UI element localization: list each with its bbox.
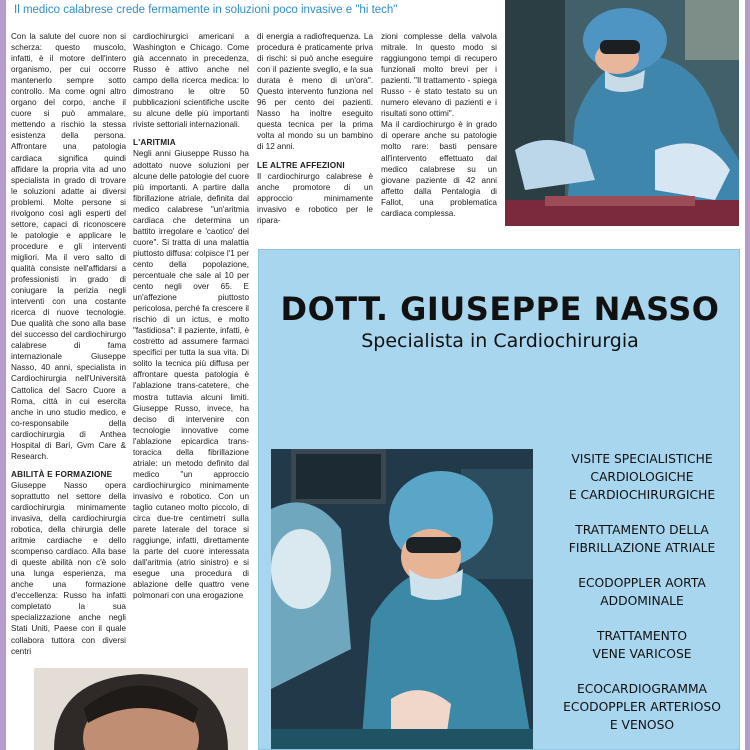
services-list [549, 450, 735, 750]
article-column-3 [257, 31, 373, 236]
advertisement-box [258, 249, 740, 750]
article-column-1 [11, 31, 126, 671]
surgeon-photo [271, 449, 533, 750]
paragraph: di energia a radiofrequenza. La procedura è praticamente priva di rischi: si può anche eseguire con il paziente sveglio, e la sua durata è meno di un'ora". Questo intervento funziona nel 96 per cento dei pazienti. Nasso ha inoltre eseguito questa tecnica per la prima volta al mondo su un bambino di 12 anni. [257, 32, 373, 152]
surgeon-photo-illustration [271, 449, 533, 750]
service-item: TRATTAMENTO VENE VARICOSE [592, 629, 692, 661]
paragraph: Il cardiochirurgo calabrese è anche promotore di un approccio minimamente invasivo e robotico per le ripara- [257, 171, 373, 225]
section-heading: LE ALTRE AFFEZIONI [257, 160, 345, 170]
article-subtitle: Il medico calabrese crede fermamente in soluzioni poco invasive e "hi tech" [14, 4, 398, 16]
paragraph: Ma il cardiochirurgo è in grado di operare anche su patologie molto rare: basti pensare all'intervento effettuato dal medico calabrese su un giovane paziente di 42 anni affetto dalla Pentalogia di Fallot, una problematica cardiaca complessa. [381, 120, 497, 218]
page-edge-right [745, 0, 750, 750]
page-edge-left [0, 0, 6, 750]
paragraph: Giuseppe Nasso opera soprattutto nel settore della cardiochirurgia minimamente invasiva, della cardiochirurgia robotica, della chirurgia delle aritmie cardiache e dello scompenso cardiaco. Alla base di queste abilità non c'è solo una lunga esperienza, ma anche una formazione d'eccellenza: Russo ha infatti completato la sua specializzazione anche negli Stati Uniti, Paese con il quale collabora tuttora con diversi centri [11, 480, 126, 656]
surgery-photo [505, 0, 739, 226]
doctor-specialty: Specialista in Cardiochirurgia [361, 330, 639, 352]
section-heading: L'ARITMIA [133, 138, 176, 148]
service-item: ECOCARDIOGRAMMA ECODOPPLER ARTERIOSO E VENOSO [563, 682, 721, 732]
doctor-name: DOTT. GIUSEPPE NASSO [280, 290, 720, 328]
paragraph: Con la salute del cuore non si scherza: questo muscolo, infatti, è il motore dell'intero organismo, per cui occorre mantenerlo sempre sotto controllo. Ma come ogni altro organo del corpo, anche il cuore si può ammalare, mettendo a rischio la stessa esistenza della persona. Affrontare una patologia cardiaca significa quindi affidare la propria vita ad uno specialista in grado di trovare le soluzioni adatte ai diversi problemi. Molte persone si rivolgono così agli esperti del settore, capaci di riconoscere le patologie e applicare le procedure e gli interventi migliori. Ma il vero salto di qualità consiste nell'affidarsi a professionisti in grado di coniugare la perizia negli interventi con una costante ricerca di nuove tecnologie. Due qualità che sono alla base del successo del cardiochirurgo calabrese di fama internazionale Giuseppe Nasso, 40 anni, specialista in Cardiochirurgia nell'Università Cattolica del Sacro Cuore a Roma, città in cui esercita anche in uno studio medico, e co-responsabile della cardiochirurgia di Anthea Hospital di Bari, Gvm Care & Research. [11, 32, 126, 461]
paragraph: zioni complesse della valvola mitrale. In questo modo si raggiungono tempi di recupero funzionali molto brevi per i pazienti. "Il trattamento - spiega Russo - è stato testato su un numero elevano di pazienti e i risultati sono ottimi". [381, 32, 497, 119]
service-item: ECODOPPLER AORTA ADDOMINALE [578, 576, 706, 608]
service-item: VISITE SPECIALISTICHE CARDIOLOGICHE E CARDIOCHIRURGICHE [568, 452, 716, 502]
paragraph: cardiochirurgici americani a Washington e Chicago. Come già accennato in precedenza, Russo è attivo anche nel campo della ricerca medica: lo dimostrano le oltre 50 pubblicazioni scientifiche uscite su alcune delle più importanti riviste settoriali internazionali. [133, 32, 249, 130]
section-heading: ABILITÀ E FORMAZIONE [11, 469, 113, 479]
portrait-illustration [34, 668, 248, 750]
article-column-2 [133, 31, 249, 736]
article-column-4 [381, 31, 497, 236]
service-item: TRATTAMENTO DELLA FIBRILLAZIONE ATRIALE [568, 523, 716, 555]
surgery-photo-illustration [505, 0, 739, 226]
paragraph: Negli anni Giuseppe Russo ha adottato nuove soluzioni per alcune delle patologie del cuore più importanti. A partire dalla fibrillazione atriale, definita dal medico calabrese "un'aritmia cardiaca che determina un battito irregolare e 'caotico' del cuore". Si tratta di una malattia piuttosto diffusa: colpisce l'1 per cento della popolazione, percentuale che sale al 10 per cento negli over 65. E un'affezione piuttosto pericolosa, perché fa crescere il rischio di un ictus, e molto "fastidiosa": il paziente, infatti, è costretto ad assumere farmaci specifici per tutta la sua vita. Di solito la tecnica più diffusa per affrontare questa patologia è l'ablazione trans-catetere, che mostra tuttavia alcuni limiti. Giuseppe Russo, invece, ha deciso di intervenire con tecnologie innovative come l'ablazione epicardica trans-toracica della fibrillazione atriale: un metodo definito dal medico "un approccio cardiochirurgico minimamente invasivo e robotico. Con un taglio cutaneo molto piccolo, di circa due-tre centimetri sulla parete laterale del torace si raggiunge, infatti, direttamente la parte del cuore interessata dall'aritmia (atrio sinistro) e si esegue una procedura di ablazione delle quattro vene polmonari con una erogazione [133, 149, 249, 601]
portrait-photo [34, 668, 248, 750]
